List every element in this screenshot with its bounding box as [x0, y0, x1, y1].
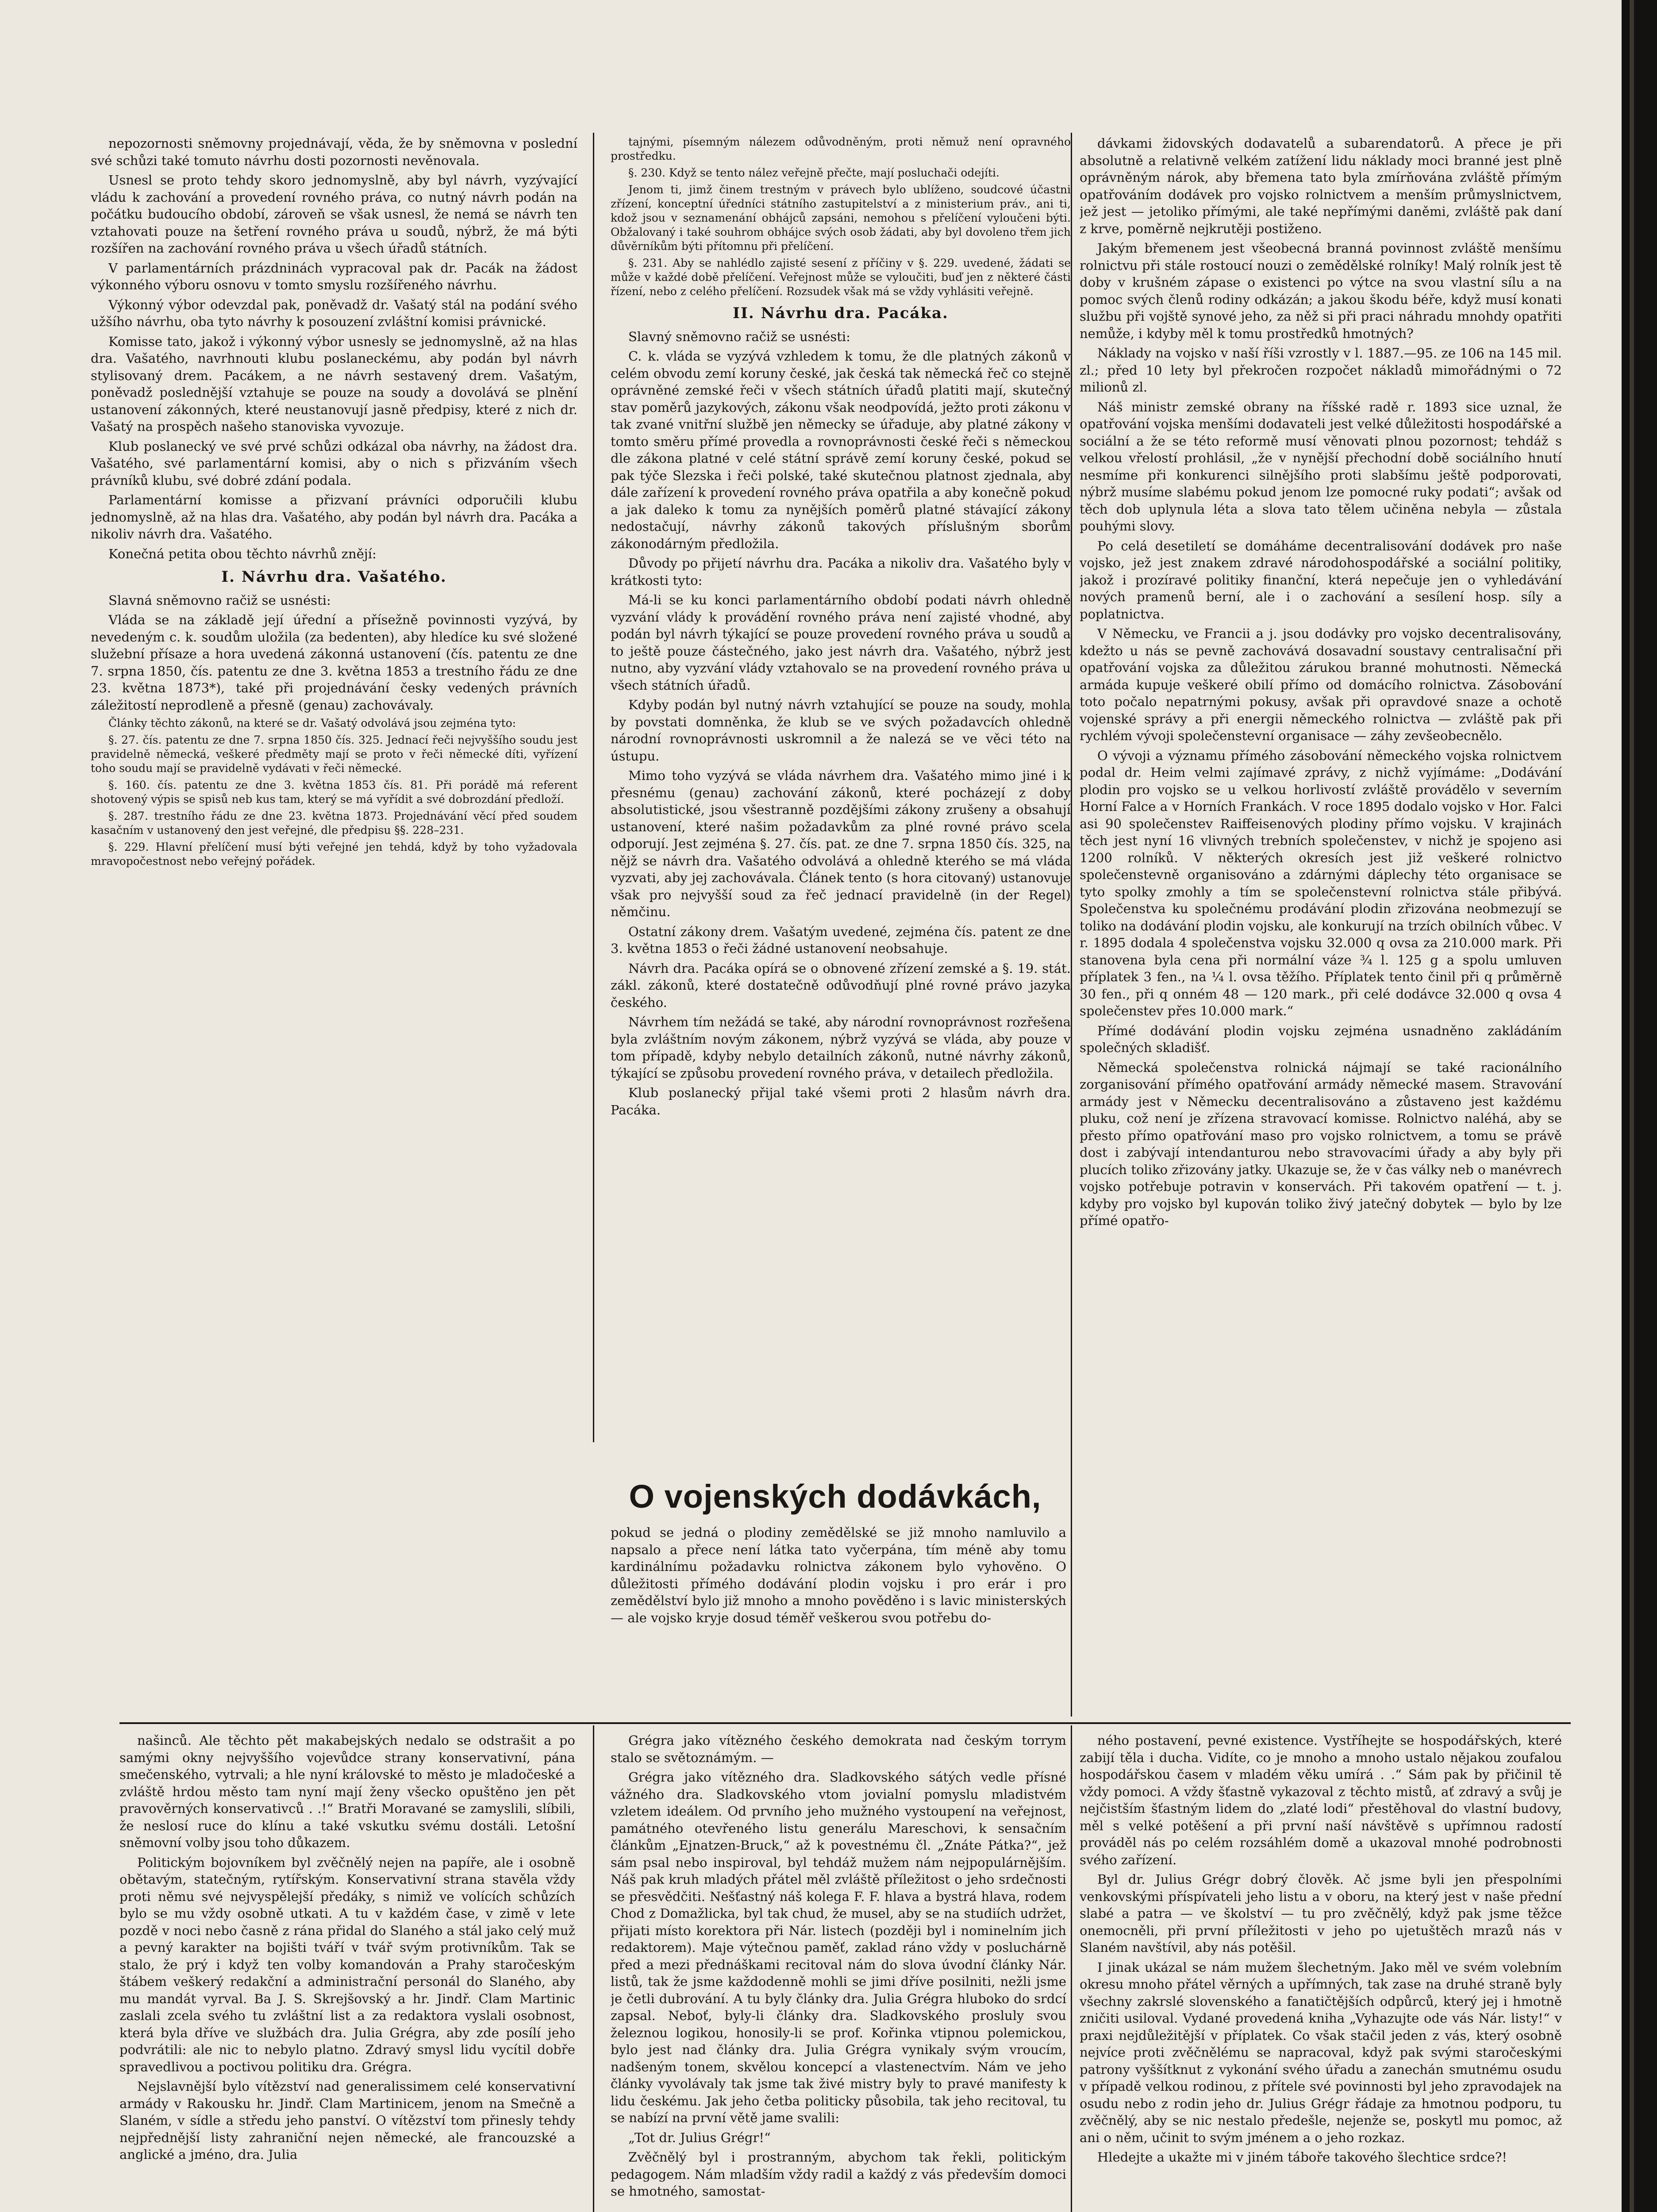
small-paragraph: §. 229. Hlavní přelíčení musí býti veřejné jen tehdá, když by toho vyžadovala mravopočestnost nebo veřejný pořádek. — [91, 841, 577, 868]
headline-lead-text — [611, 1524, 1066, 1708]
paragraph: Grégra jako vítězného českého demokrata nad českým torrym stalo se světoznámým. — — [611, 1733, 1066, 1765]
paragraph: Důvody po přijetí návrhu dra. Pacáka a nikoliv dra. Vašatého byly v krátkosti tyto: — [611, 556, 1071, 588]
small-paragraph: Články těchto zákonů, na které se dr. Vašatý odvolává jsou zejména tyto: — [108, 717, 516, 730]
small-paragraph: §. 160. čís. patentu ze dne 3. května 1853 čís. 81. Při porádě má referent shotovený výpis se spisů neb kus tam, který se má vyřídit a své dobrozdání předloží. — [91, 779, 577, 806]
paragraph: Jakým břemenem jest všeobecná branná povinnost zvláště menšímu rolnictvu při stále rostoucí nouzi o zemědělské rolníky! Malý rolník jest tě doby v krušném zápase o existenci po výtce na svou vlastní sílu a na pomoc svých členů rodiny odkázán; a jakou škodu béře, když musí konati službu při vojště synové jeho, za něž si při praci náhradu mnohdy opatřiti nemůže, i kdyby měl k tomu prostředků hmotných? — [1080, 241, 1562, 341]
small-paragraph: tajnými, písemným nálezem odůvodněným, proti němuž není opravného prostředku. — [611, 135, 1071, 162]
paragraph: Nejslavnější bylo vítězství nad generalissimem celé konservativní armády v Rakousku hr. Jindř. Clam Martinicem, jenom na Smečně a Slaném, v sídle a středu jeho panství. O vítězství tom přinesly tehdy nejpřednější listy zahraniční nejen německé, ale francouzské a anglické a jméno, dra. Julia — [119, 2079, 575, 2162]
upper-column-3 — [1080, 135, 1562, 1723]
lead-paragraph: pokud se jedná o plodiny zemědělské se již mnoho namluvilo a napsalo a přece není látka tato vyčerpána, tím méně aby tomu kardinálnímu požadavku rolnictva zákonem bylo vyhověno. O důležitosti přímého dodávání plodin vojsku i pro erár i pro zemědělství bylo již mnoho a mnoho pověděno i s lavic ministerských — ale vojsko kryje dosud téměř veškerou svou potřebu do- — [611, 1525, 1066, 1625]
paragraph: Má-li se ku konci parlamentárního období podati návrh ohledně vyzvání vlády k provádění rovného práva není zajisté vhodné, aby podán byl návrh týkající se pouze provedení rovného práva u soudů a to ještě pouze částečného, jako jest návrh dra. Vašatého, nýbrž jest nutno, aby vyzvání vlády vztahovalo se na provedení rovného práva u všech státních úřadů. — [611, 592, 1071, 693]
paragraph: Usnesl se proto tehdy skoro jednomyslně, aby byl návrh, vyzývající vládu k zachování a provedení rovného práva, co nutný návrh podán na počátku budoucího období, zároveň se však usnesl, že nemá se návrh ten vztahovati pouze na šetření rovného práva u soudů, nýbrž, že má býti rozšířen na zachování rovného práva u všech úřadů státních. — [91, 173, 577, 256]
article-headline: O vojenských dodávkách, — [629, 1478, 1042, 1515]
paragraph: Po celá desetiletí se domáháme decentralisování dodávek pro naše vojsko, jež jest znakem zdravé národohospodářské a sociální politiky, jakož i prozíravé politiky finanční, která nepečuje jen o vyhledávání nových pramenů berní, ale i o zachování a sesílení hosp. síly a poplatnictva. — [1080, 538, 1562, 622]
paragraph: dávkami židovských dodavatelů a subarendatorů. A přece je při absolutně a relativně velkém zatížení lidu náklady moci branné jest plně oprávněným nárok, aby břemena tato byla zmírňována zvláště přímým opatřováním dodávek pro vojsko rolnictvem a menším průmyslnictvem, jež jest — jetoliko přímými, ale také nepřímými daněmi, zvláště pak daní z krve, poměrně nejkrutěji postiženo. — [1080, 136, 1562, 236]
u1-after — [91, 592, 577, 714]
paragraph: Náklady na vojsko v naší říši vzrostly v l. 1887.—95. ze 106 na 145 mil. zl.; před 10 lety byl překročen rozpočet nákladů mimořádnými o 72 milionů zl. — [1080, 346, 1562, 395]
lower-column-3 — [1080, 1732, 1562, 2212]
small-paragraph: §. 231. Aby se nahlédlo zajisté sesení z příčiny v §. 229. uvedené, žádati se může v každé době přelíčení. Veřejnost může se vyloučiti, buď jen z některé části řízení, nebo z celého přelíčení. Rozsudek však má se vždy vyhlásiti veřejně. — [611, 257, 1071, 298]
paragraph: „Tot dr. Julius Grégr!“ — [628, 2130, 771, 2145]
paragraph: ného postavení, pevné existence. Vystříhejte se hospodářských, které zabijí těla i ducha. Vidíte, co je mnoho a mnoho ustalo nějakou zoufalou hospodářskou časem v mladém věku umírá . .“ Sám pak by přičinil tě vždy pomoci. A vždy šťastně vykazoval z těchto mistů, ať zdravý a svůj je nejčistším šťastným lidem do „zlaté lodi“ přestěhoval do vlastní budovy, měl s velké potěšení a při první naší návštěvě s upřímnou radostí prováděl nás po celém rozsáhlém domě a ukazoval mnohé podrobnosti svého zařízení. — [1080, 1733, 1562, 1867]
l2-paragraphs — [611, 1732, 1066, 2200]
section-heading-pacak: II. Návrhu dra. Pacáka. — [733, 304, 949, 322]
lower-column-rule-1 — [593, 1725, 594, 2212]
lower-column-rule-2 — [1071, 1725, 1072, 2212]
u1-small-print — [91, 716, 577, 868]
edge-stripe — [1630, 0, 1634, 2212]
lower-column-1 — [119, 1732, 575, 2212]
paragraph: Slavná sněmovno račiž se usnésti: — [108, 592, 331, 608]
paragraph: V parlamentárních prázdninách vypracoval pak dr. Pacák na žádost výkonného výboru osnovu v tomto smyslu rozšířeného návrhu. — [91, 260, 577, 292]
small-paragraph: Jenom ti, jimž činem trestným v právech bylo ublíženo, soudcové účastni zřízení, konceptní úředníci státního zastupitelství a z ministerium práv., ani ti, kdož jsou v seznamenání obhájců zapsáni, nemohou s přelíčení vyloučeni býti. Obžalovaný i také souhrom obhájce svých osob žádati, aby byl dovoleno třem jich důvěrníkům býti přítomnu při přelíčení. — [611, 183, 1071, 253]
u2-after — [611, 328, 1071, 1119]
paragraph: Klub poslanecký ve své prvé schůzi odkázal oba návrhy, na žádost dra. Vašatého, své parlamentární komisi, aby o nich s přizváním všech právníků klubu, své dobré zdání podala. — [91, 438, 577, 488]
paragraph: Mimo toho vyzývá se vláda návrhem dra. Vašatého mimo jiné i k přesnému (genau) zachování zákonů, které pocházejí z doby absolutistické, jsou všestranně pozdějšími zákony zrušeny a obsahují ustanovení, které našim požadavkům za plné rovné právo scela odporují. Jest zejména §. 27. čís. pat. ze dne 7. srpna 1850 čís. 325, na nějž se návrh dra. Vašatého odvolává a ohledně kterého se má vláda vyzvati, aby jej zachovávala. Článek tento (s hora citovaný) ustanovuje však pro nejvyšší soud za řeč jednací pravidelně (in der Regel) němčinu. — [611, 768, 1071, 919]
u2-small-print — [611, 135, 1071, 299]
paragraph: Konečná petita obou těchto návrhů znějí: — [108, 546, 377, 561]
small-paragraph: §. 27. čís. patentu ze dne 7. srpna 1850 čís. 325. Jednací řeči nejvyššího soudu jest pravidelně německá, veškeré předměty mají se proto v řeči německé díti, vyřízení toho soudu mají se pravidelně vydávati v řeči německé. — [91, 733, 577, 775]
u1-paragraphs — [91, 135, 577, 562]
paragraph: Náš ministr zemské obrany na říšské radě r. 1893 sice uznal, že opatřování vojska menšími dodavateli jest velké důležitosti hospodářské a sociální a že se této reformě musí věnovati plnou pozornost; tehdáž s velkou vřelostí prohlásil, „že v nynější přechodní době sociálního hnutí nesmíme při konkurenci silnějšího proti slabšímu ještě podporovati, nýbrž musíme slabému pokud jenom lze pomocné ruky podati“; avšak od těch dob uplynula léta a slova tato tělem učiněna nebyla — zůstala pouhými slovy. — [1080, 399, 1562, 534]
column-rule-2 — [1071, 133, 1072, 1717]
page-dark-edge — [1622, 0, 1657, 2212]
paragraph: Zvěčnělý byl i prostranným, abychom tak řekli, politickým pedagogem. Nám mladším vždy radil a každý z vás především domoci se hmotného, samostat- — [611, 2150, 1066, 2199]
lower-column-2 — [611, 1732, 1066, 2212]
paragraph: Výkonný výbor odevzdal pak, poněvadž dr. Vašatý stál na podání svého užšího návrhu, oba tyto návrhy k posouzení zvláštní komisi právnické. — [91, 297, 577, 329]
paragraph: Grégra jako vítězného dra. Sladkovského sátých vedle přísné vážného dra. Sladkovského vtom jovialní pomyslu mladistvém vzletem ideálem. Od prvního jeho mužného vystoupení na veřejnost, památného otevřeného listu generálu Mareschovi, k sensačním článkům „Ejnatzen-Bruck,“ až k povestnému čl. „Znáte Pátka?“, jež sám psal nebo inspiroval, byl tehdáž mužem nám nejpopulárnějším. Náš pak kruh mladých přátel měl zvláště příležitost o jeho srdečnosti se přesvědčiti. Nešťastný náš kolega F. F. hlava a bystrá hlava, rodem Chod z Domažlicka, byl tak chud, že musel, aby se na studiích udržet, přijati místo korektora při Nár. listech (později byl i nominelním jich redaktorem). Maje výtečnou paměť, zaklad ráno vždy v posluchárně před a mezi přednáškami recitoval nám do slova úvodní články Nár. listů, tak že jsme každodenně mohli se jimi dříve posilniti, nežli jsme je četli dubrování. A tu byly články dra. Julia Grégra hluboko do srdcí zapsal. Neboť, byly-li články dra. Sladkovského prosluly svou železnou logikou, honosily-li se prof. Kořinka vtipnou polemickou, bylo jest nad články dra. Julia Grégra vynikaly svým vroucím, nadšeným tonem, skvělou koncepcí a vlastenectvím. Nám ve jeho články vyvolávaly tak jsme tak živé mistry byly to pravé manifesty k lidu českému. Jak jeho četba politicky působila, tak jeho recitoval, tu se nabízí na první větě jame svalili: — [611, 1770, 1066, 2125]
paragraph: Návrh dra. Pacáka opírá se o obnovené zřízení zemské a §. 19. stát. zákl. zákonů, které dostatečně odůvodňují plné rovné právo jazyka českého. — [611, 960, 1071, 1010]
paragraph: Byl dr. Julius Grégr dobrý člověk. Ač jsme byli jen přespolními venkovskými příspívateli jeho listu a v oboru, na který jest v naše přední slabé a patra — ve školství — tu pro zvěčnělý, když pak jsme těžce onemocněli, při první příležitosti v jeho po ujetuštěch mrazů nás v Slaném navštívil, aby nás potěšil. — [1080, 1872, 1562, 1955]
l1-paragraphs — [119, 1732, 575, 2163]
small-paragraph: §. 230. Když se tento nález veřejně přečte, mají posluchači odejíti. — [628, 166, 1000, 179]
paragraph: Návrhem tím nežádá se také, aby národní rovnoprávnost rozřešena byla zvláštním novým zákonem, nýbrž vyzývá se vláda, aby pouze v tom případě, kdyby nebylo detailních zákonů, nutné návrhy zákonů, týkající se způsobu provedení rovného práva, v detailech předložila. — [611, 1014, 1071, 1081]
section-divider — [119, 1722, 1571, 1724]
paragraph: O vývoji a významu přímého zásobování německého vojska rolnictvem podal dr. Heim velmi zajímavé zprávy, z nichž vyjímáme: „Dodávání plodin pro vojsko se u velkou horlivostí zvláště provádělo v severním Horní Falce a v Horních Frankách. V roce 1895 dodalo vojsko v Hor. Falci asi 90 společenstev Raiffeisenových plodiny přímo vojsku. V krajinách těch jest nyní 16 vlivných trebních společenstev, v nichž je spojeno asi 1200 rolníků. V některých okresích jest již veškeré rolnictvo společenstevně organisováno a zdárnými dáplechy této organisace se tyto spolky zmohly a tím se společenstevní rolnictva stále přibývá. Společenstva ku společnému prodávání plodin zřizována neobmezují se toliko na dodávání plodin vojsku, ale konkurují na trzích obilních vůbec. V r. 1895 dodala 4 společenstva vojsku 32.000 q ovsa za 210.000 mark. Při stanovena byla cena při normální váze ¾ l. 125 g a spolu umluven příplatek 3 fen., na ¼ l. ovsa těžího. Příplatek tento činil při q průměrně 30 fen., při q onném 48 — 120 mark., při celé dodávce 32.000 q ovsa 4 společenstev přes 10.000 mark.“ — [1080, 748, 1562, 1018]
paragraph: nepozornosti sněmovny projednávají, věda, že by sněmovna v poslední své schůzi také tomuto návrhu dosti pozornosti nevěnovala. — [91, 136, 577, 168]
paragraph: V Německu, ve Francii a j. jsou dodávky pro vojsko decentralisovány, kdežto u nás se pevně zachovává dosavadní soustavy centralisační při opatřování vojska za důležitou zárukou branné mohutnosti. Německá armáda kupuje veškeré obilí přímo od domácího rolnictva. Zásobování toto počalo nepatrnými pokusy, avšak při opravdové snaze a ochotě vojenské správy a při energii německého rolnictva — zvláště pak při rychlém vývoji společenstevní organisace — záhy zevšeobecnělo. — [1080, 626, 1562, 743]
paragraph: Hledejte a ukažte mi v jiném táboře takového šlechtice srdce?! — [1097, 2150, 1507, 2165]
paragraph: Politickým bojovníkem byl zvěčnělý nejen na papíře, ale i osobně obětavým, statečným, rytířským. Konservativní strana stavěla vždy proti němu své nejvyspělejší předáky, s nimiž ve volících schůzích bylo se mu vždy osobně utkati. A tu v každém čase, v zimě v lete pozdě v noci nebo časně z rána přidal do Slaného a stál jako celý muž a pevný karakter na bojišti tváří v tvář svým protivníkům. Tak se stalo, že prý i když ten volby komandován a Prahy staročeským štábem veškerý redakční a administrační personál do Slaného, aby mu mandát vyrval. Ba J. S. Skrejšovský a hr. Jindř. Clam Martinic zaslali zcela svého tu zvláštní list a za redaktora vyslali osobnost, která byla dříve ve službách dra. Julia Grégra, aby zde posílí jeho podvrátili: ale nic to nebylo platno. Zdravý smysl lidu vycítil dobře spravedlivou a poctivou politiku dra. Grégra. — [119, 1855, 575, 2074]
small-paragraph: §. 287. trestního řádu ze dne 23. května 1873. Projednávání věcí před soudem kasačním v ustanovený den jest veřejné, dle předpisu §§. 228–231. — [91, 810, 577, 837]
paragraph: Komisse tato, jakož i výkonný výbor usnesly se jednomyslně, až na hlas dra. Vašatého, navrhnouti klubu poslaneckému, aby podán byl návrh stylisovaný drem. Pacákem, a ne návrh sestavený drem. Vašatým, poněvadž poslednější vztahuje se pouze na soudy a dovolává se plnění ustanovení zákonných, které neustanovují jasně předpisy, které z nich dr. Vašatý na prospěch našeho stanoviska vyvozuje. — [91, 334, 577, 434]
paragraph: Přímé dodávání plodin vojsku zejména usnadněno zakládáním společných skladišť. — [1080, 1023, 1562, 1055]
l3-paragraphs — [1080, 1732, 1562, 2166]
paragraph: C. k. vláda se vyzývá vzhledem k tomu, že dle platných zákonů v celém obvodu zemí koruny české, jak česká tak německá řeč co stejně oprávněné zemské řeči v všech státních úřadů platiti mají, skutečný stav poměrů jazykových, zákonu však neodpovídá, ježto proti zákonu v tak zvané vnitřní službě jen německy se úřaduje, aby platné zákony v tomto směru přímé provedla a rovnoprávnosti české řeči s německou dle zákona platné v celé státní správě zemí koruny české, pokud se pak týče Slezska i řeči polské, také skutečnou platnost zjednala, aby dále zařízení k provedení rovného práva opatřila a aby konečně pokud a jak daleko k tomu za nynějších poměrů platné stávající zákony nedostačují, návrhy zákonů takových příslušným sborům zákonodárným předložila. — [611, 349, 1071, 551]
paragraph: našinců. Ale těchto pět makabejských nedalo se odstrašit a po samými okny nejvyššího vojevůdce strany konservativní, pána smečenského, vytrvali; a hle nyní královské to město je mladočeské a zvláště hrdou město tam nyní mají ženy všecko opuštěno jen pět pravověrných konservativců . .!“ Bratři Moravané se zamyslili, slíbili, že neslosí ruce do klínu a také vskutku svému dostáli. Letošní sněmovní volby jsou toho důkazem. — [119, 1733, 575, 1850]
column-rule-1 — [593, 133, 594, 1442]
paragraph: Parlamentární komisse a přizvaní právníci odporučili klubu jednomyslně, až na hlas dra. Vašatého, aby podán byl návrh dra. Pacáka a nikoliv návrh dra. Vašatého. — [91, 492, 577, 541]
paragraph: Německá společenstva rolnická nájmají se také racionálního zorganisování přímého opatřování armády německé masem. Stravování armády jest v Německu decentralisováno a zůstaveno jest každému pluku, což není je zřízena stravovací komisse. Rolnictvo naléhá, aby se přesto přímo opatřování maso pro vojsko rolnictvem, a tomu se právě dost i zabývají intendanturou nebo stravovacími úřady a aby byly při plucích toliko zřizovány jatky. Ukazuje se, že v čas války neb o manévrech vojsko potřebuje potravin v konservách. Při takovém opatření — t. j. kdyby pro vojsko byl kupován toliko živý jatečný dobytek — bylo by lze přímé opatřo- — [1080, 1060, 1562, 1228]
paragraph: Slavný sněmovno račiž se usnésti: — [628, 329, 850, 344]
paragraph: Ostatní zákony drem. Vašatým uvedené, zejména čís. patent ze dne 3. května 1853 o řeči žádné ustanovení neobsahuje. — [611, 924, 1071, 956]
upper-column-2 — [611, 135, 1071, 1462]
paragraph: Vláda se na základě její úřední a přísežně povinnosti vyzývá, by nevedeným c. k. soudům uložila (za bedenten), aby hledíce ku své složené služební přísaze a hora uvedená zákonná ustanovení (čís. patentu ze dne 7. srpna 1850, čís. patentu ze dne 3. května 1853 a trestního řádu ze dne 23. května 1873*), také při projednávání česky vedených právních záležitostí neprodleně a přesně (genau) zachovávaly. — [91, 612, 577, 713]
section-heading-vasaty: I. Návrhu dra. Vašatého. — [221, 568, 447, 586]
u3-paragraphs — [1080, 135, 1562, 1229]
paragraph: Kdyby podán byl nutný návrh vztahující se pouze na soudy, mohla by povstati domněnka, že klub se ve svých požadavcích ohledně národní rovnoprávnosti uskromnil a že nalezá se ve věci této na ústupu. — [611, 697, 1071, 764]
paragraph: I jinak ukázal se nám mužem šlechetným. Jako měl ve svém volebním okresu mnoho přátel věrných a upřímných, tak zase na druhé straně byly všechny zakrslé slovenského a fanatičtějších odpůrců, který jej i hmotně zničiti usiloval. Vydané provedená kniha „Vyhazujte ode vás Nár. listy!“ v praxi nejdůležitější v příplatek. Co však stačil jeden z vás, který osobně nejvíce proti zvěčnělému se napracoval, když pak svými staročeskými patrony vyššítknut z vykonání svého úřadu a zanechán smutnému osudu v případě velkou rodinou, z přítele své povinnosti byl jeho zpravodajek na osudu nebo z rodin jeho dr. Julius Grégr řádaje za hmotnou podporu, tu zvěčnělý, aby se nic nestalo předešle, nejenže se, poskytl mu pomoc, až ani o něm, učinit to svým jménem a o jeho rozkaz. — [1080, 1959, 1562, 2145]
paragraph: Klub poslanecký přijal také všemi proti 2 hlasům návrh dra. Pacáka. — [611, 1085, 1071, 1118]
upper-column-1 — [91, 135, 577, 1440]
